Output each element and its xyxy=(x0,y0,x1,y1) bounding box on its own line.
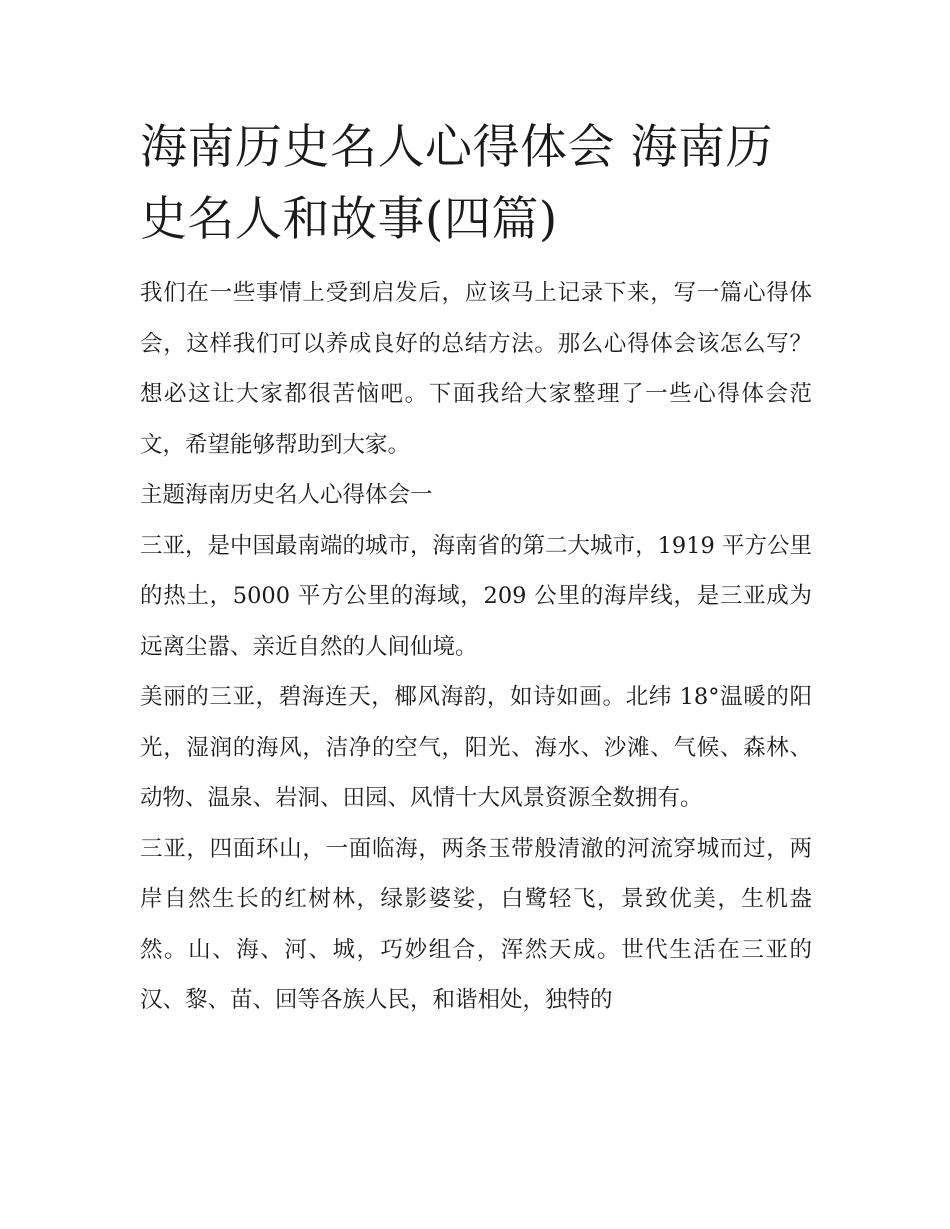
document-page xyxy=(140,112,812,1026)
intro-paragraph: 我们在一些事情上受到启发后，应该马上记录下来，写一篇心得体会，这样我们可以养成良好的总结方法。那么心得体会该怎么写？想必这让大家都很苦恼吧。下面我给大家整理了一些心得体会范文，希望能够帮助到大家。 xyxy=(140,280,812,458)
document-body xyxy=(140,268,812,1026)
sanya-scenery-paragraph: 美丽的三亚，碧海连天，椰风海韵，如诗如画。北纬 18°温暖的阳光，湿润的海风，洁净的空气，阳光、海水、沙滩、气候、森林、动物、温泉、岩洞、田园、风情十大风景资源全数拥有。 xyxy=(140,684,812,811)
sanya-landscape-paragraph: 三亚，四面环山，一面临海，两条玉带般清澈的河流穿城而过，两岸自然生长的红树林，绿影婆娑，白鹭轻飞，景致优美，生机盎然。山、海、河、城，巧妙组合，浑然天成。世代生活在三亚的汉、黎、苗、回等各族人民，和谐相处，独特的 xyxy=(140,835,812,1013)
section-heading: 主题海南历史名人心得体会一 xyxy=(140,482,433,508)
sanya-overview-paragraph: 三亚，是中国最南端的城市，海南省的第二大城市，1919 平方公里的热土，5000 平方公里的海域，209 公里的海岸线，是三亚成为远离尘嚣、亲近自然的人间仙境。 xyxy=(140,532,812,660)
document-title: 海南历史名人心得体会 海南历史名人和故事(四篇) xyxy=(140,120,773,247)
